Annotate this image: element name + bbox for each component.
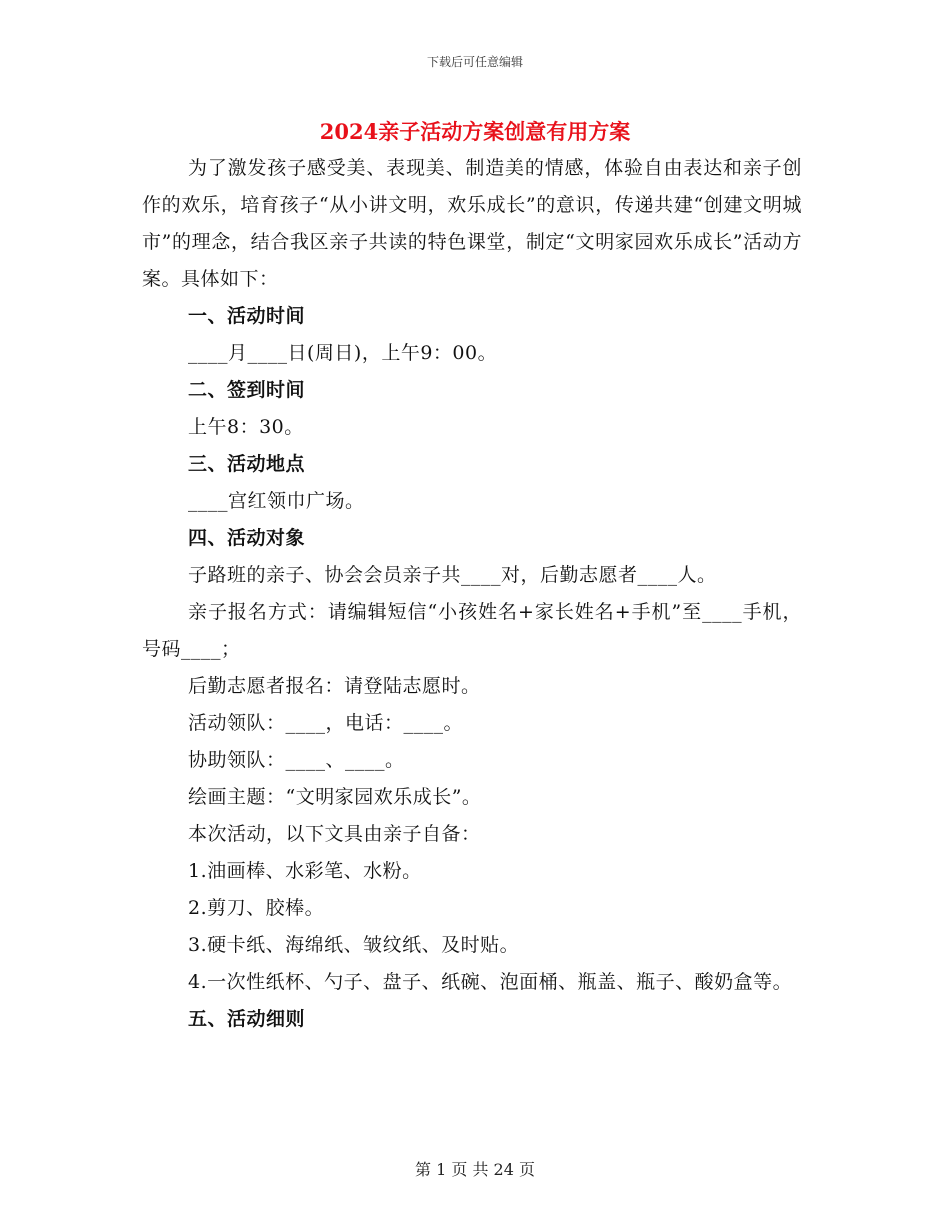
participants-line: 子路班的亲子、协会会员亲子共____对，后勤志愿者____人。 [188,564,717,586]
section-heading-rules: 五、活动细则 [188,1008,306,1030]
section-heading-time: 一、活动时间 [188,305,306,327]
location-text: ____宫红领巾广场。 [188,490,365,512]
section-heading-location: 三、活动地点 [188,453,306,475]
page-footer: 第 1 页 共 24 页 [415,1160,535,1179]
registration-line: 亲子报名方式：请编辑短信“小孩姓名+家长姓名+手机”至____手机，号码____； [142,601,802,660]
supplies-item-3: 3.硬卡纸、海绵纸、皱纹纸、及时贴。 [188,934,520,956]
activity-time-text: ____月____日(周日)，上午9：00。 [188,342,498,364]
intro-paragraph: 为了激发孩子感受美、表现美、制造美的情感，体验自由表达和亲子创作的欢乐，培育孩子“从小讲文明，欢乐成长”的意识，传递共建“创建文明城市”的理念，结合我区亲子共读的特色课堂，制定“文明家园欢乐成长”活动方案。具体如下： [142,157,802,290]
section-heading-checkin: 二、签到时间 [188,379,306,401]
volunteer-registration-line: 后勤志愿者报名：请登陆志愿时。 [188,675,481,697]
supplies-item-4: 4.一次性纸杯、勺子、盘子、纸碗、泡面桶、瓶盖、瓶子、酸奶盒等。 [188,971,793,993]
assistant-leader-line: 协助领队：____、____。 [188,749,405,771]
supplies-item-1: 1.油画棒、水彩笔、水粉。 [188,860,422,882]
document-body [142,150,802,1038]
page-header: 下载后可任意编辑 [426,55,523,69]
checkin-time-text: 上午8：30。 [188,416,304,438]
supplies-item-2: 2.剪刀、胶棒。 [188,897,325,919]
theme-line: 绘画主题：“文明家园欢乐成长”。 [188,786,482,808]
supplies-intro-line: 本次活动，以下文具由亲子自备： [188,823,481,845]
section-heading-participants: 四、活动对象 [188,527,306,549]
leader-line: 活动领队：____，电话：____。 [188,712,464,734]
document-title: 2024亲子活动方案创意有用方案 [319,119,631,144]
